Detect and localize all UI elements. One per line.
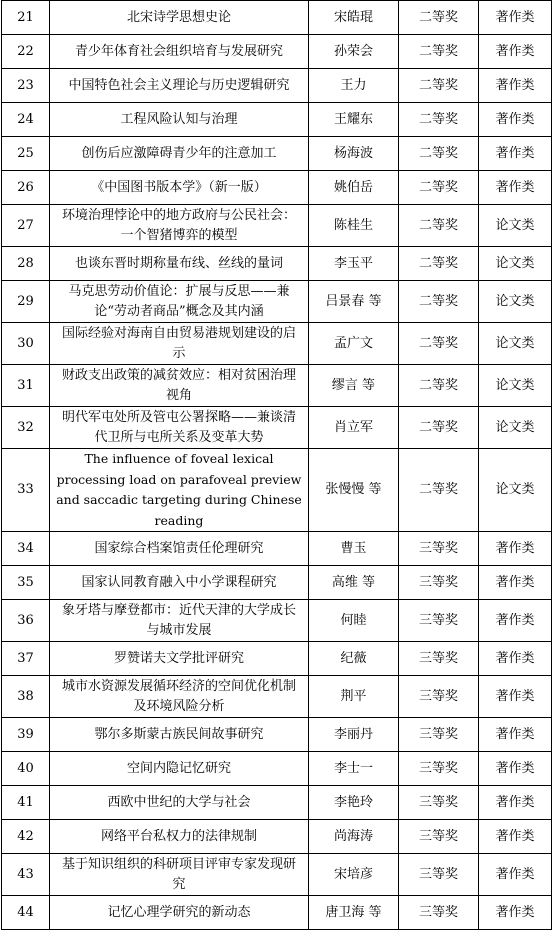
table-row [2,600,552,642]
row-number: 39 [2,718,50,752]
table-row [2,449,552,532]
author: 荆平 [309,676,399,718]
row-number: 29 [2,281,50,323]
author: 王力 [309,69,399,103]
award-level: 二等奖 [399,407,479,449]
author: 尚海涛 [309,820,399,854]
award-list-table [1,0,552,930]
work-title: 国家认同教育融入中小学课程研究 [50,566,309,600]
author: 唐卫海 等 [309,896,399,930]
row-number: 38 [2,676,50,718]
author: 宋皓琨 [309,1,399,35]
table-row [2,137,552,171]
work-title: 也谈东晋时期称量布线、丝线的量词 [50,247,309,281]
work-category: 著作类 [479,532,552,566]
work-title: 国际经验对海南自由贸易港规划建设的启示 [50,323,309,365]
work-category: 著作类 [479,642,552,676]
work-title: 马克思劳动价值论：扩展与反思——兼论“劳动者商品”概念及其内涵 [50,281,309,323]
table-row [2,854,552,896]
author: 杨海波 [309,137,399,171]
work-category: 著作类 [479,69,552,103]
table-row [2,171,552,205]
row-number: 37 [2,642,50,676]
table-row [2,35,552,69]
work-category: 论文类 [479,365,552,407]
work-category: 著作类 [479,786,552,820]
row-number: 31 [2,365,50,407]
work-category: 论文类 [479,281,552,323]
work-category: 著作类 [479,566,552,600]
award-level: 二等奖 [399,35,479,69]
award-level: 二等奖 [399,205,479,247]
award-level: 二等奖 [399,365,479,407]
work-category: 论文类 [479,323,552,365]
author: 李丽丹 [309,718,399,752]
work-category: 论文类 [479,247,552,281]
work-title: 环境治理悖论中的地方政府与公民社会：一个智猪博弈的模型 [50,205,309,247]
table-row [2,752,552,786]
author: 王耀东 [309,103,399,137]
table-row [2,103,552,137]
award-level: 三等奖 [399,854,479,896]
table-row [2,247,552,281]
author: 何睦 [309,600,399,642]
row-number: 35 [2,566,50,600]
author: 李士一 [309,752,399,786]
table-row [2,365,552,407]
work-category: 著作类 [479,103,552,137]
table-row [2,642,552,676]
award-level: 三等奖 [399,532,479,566]
award-level: 三等奖 [399,896,479,930]
table-row [2,786,552,820]
table-row [2,281,552,323]
work-title: 西欧中世纪的大学与社会 [50,786,309,820]
work-category: 著作类 [479,752,552,786]
row-number: 26 [2,171,50,205]
table-row [2,323,552,365]
row-number: 43 [2,854,50,896]
table-row [2,676,552,718]
author: 李艳玲 [309,786,399,820]
award-level: 二等奖 [399,449,479,532]
table-row [2,566,552,600]
work-title: 《中国图书版本学》（新一版） [50,171,309,205]
work-category: 论文类 [479,449,552,532]
author: 吕景春 等 [309,281,399,323]
author: 孙荣会 [309,35,399,69]
author: 纪薇 [309,642,399,676]
row-number: 22 [2,35,50,69]
work-title: 鄂尔多斯蒙古族民间故事研究 [50,718,309,752]
work-title: 北宋诗学思想史论 [50,1,309,35]
row-number: 41 [2,786,50,820]
work-title: 财政支出政策的减贫效应：相对贫困治理视角 [50,365,309,407]
award-level: 三等奖 [399,752,479,786]
table-row [2,532,552,566]
award-level: 三等奖 [399,566,479,600]
row-number: 42 [2,820,50,854]
work-title: 创伤后应激障碍青少年的注意加工 [50,137,309,171]
work-title: 城市水资源发展循环经济的空间优化机制及环境风险分析 [50,676,309,718]
award-level: 三等奖 [399,718,479,752]
work-category: 著作类 [479,676,552,718]
row-number: 40 [2,752,50,786]
award-level: 三等奖 [399,642,479,676]
author: 宋培彦 [309,854,399,896]
work-category: 著作类 [479,820,552,854]
author: 孟广文 [309,323,399,365]
work-title: 工程风险认知与治理 [50,103,309,137]
row-number: 28 [2,247,50,281]
author: 陈桂生 [309,205,399,247]
work-title: 空间内隐记忆研究 [50,752,309,786]
award-level: 二等奖 [399,1,479,35]
work-category: 著作类 [479,854,552,896]
award-level: 三等奖 [399,600,479,642]
work-category: 论文类 [479,407,552,449]
award-level: 二等奖 [399,323,479,365]
row-number: 44 [2,896,50,930]
work-category: 著作类 [479,1,552,35]
table-row [2,407,552,449]
table-row [2,896,552,930]
award-level: 三等奖 [399,820,479,854]
row-number: 21 [2,1,50,35]
work-category: 著作类 [479,718,552,752]
work-title: 罗赞诺夫文学批评研究 [50,642,309,676]
author: 曹玉 [309,532,399,566]
award-level: 二等奖 [399,247,479,281]
work-category: 著作类 [479,35,552,69]
row-number: 24 [2,103,50,137]
work-category: 著作类 [479,171,552,205]
author: 姚伯岳 [309,171,399,205]
award-level: 三等奖 [399,786,479,820]
author: 缪言 等 [309,365,399,407]
row-number: 30 [2,323,50,365]
table-row [2,69,552,103]
work-category: 著作类 [479,896,552,930]
work-title: 记忆心理学研究的新动态 [50,896,309,930]
award-level: 二等奖 [399,281,479,323]
table-row [2,820,552,854]
work-title: 网络平台私权力的法律规制 [50,820,309,854]
author: 肖立军 [309,407,399,449]
work-title: 中国特色社会主义理论与历史逻辑研究 [50,69,309,103]
work-title: 象牙塔与摩登都市：近代天津的大学成长与城市发展 [50,600,309,642]
work-category: 著作类 [479,600,552,642]
row-number: 27 [2,205,50,247]
author: 张慢慢 等 [309,449,399,532]
work-title: 明代军屯处所及管屯公署探略——兼谈清代卫所与屯所关系及变革大势 [50,407,309,449]
table-row [2,205,552,247]
work-category: 论文类 [479,205,552,247]
work-category: 著作类 [479,137,552,171]
work-title: The influence of foveal lexical processing load on parafoveal preview and saccadic targeting during Chinese reading [50,449,309,532]
award-level: 二等奖 [399,103,479,137]
work-title: 青少年体育社会组织培育与发展研究 [50,35,309,69]
author: 李玉平 [309,247,399,281]
table-row [2,718,552,752]
award-level: 二等奖 [399,171,479,205]
row-number: 25 [2,137,50,171]
row-number: 32 [2,407,50,449]
work-title: 国家综合档案馆责任伦理研究 [50,532,309,566]
work-title: 基于知识组织的科研项目评审专家发现研究 [50,854,309,896]
award-level: 三等奖 [399,676,479,718]
table-row [2,1,552,35]
row-number: 36 [2,600,50,642]
award-level: 二等奖 [399,137,479,171]
award-level: 二等奖 [399,69,479,103]
row-number: 23 [2,69,50,103]
row-number: 33 [2,449,50,532]
author: 高维 等 [309,566,399,600]
row-number: 34 [2,532,50,566]
